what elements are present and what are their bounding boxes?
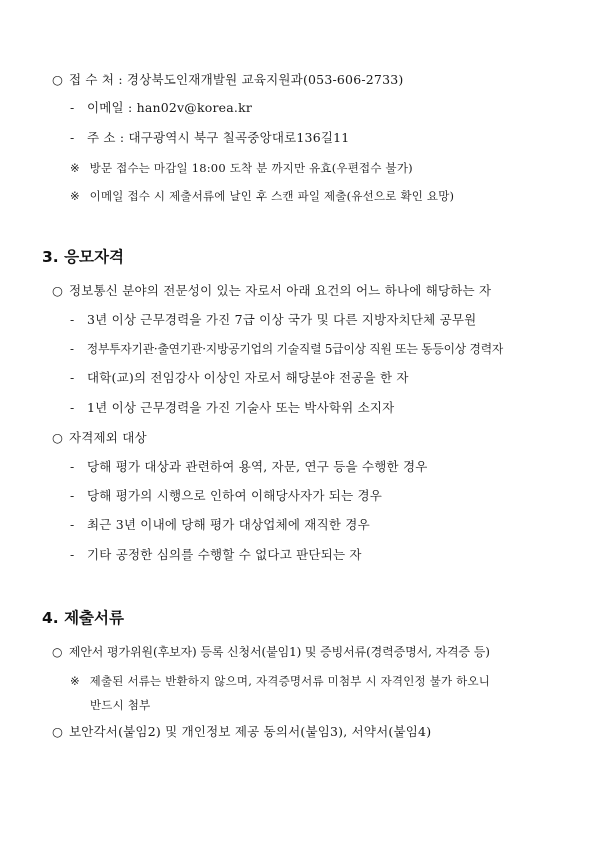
circle-bullet-icon: ○ — [52, 645, 63, 659]
dash-bullet: - — [70, 370, 75, 385]
section4-heading: 4. 제출서류 — [42, 609, 124, 627]
document-note — [70, 673, 490, 689]
qualification-item — [70, 312, 476, 328]
document-note-text-2: 반드시 첨부 — [90, 698, 151, 712]
qualification-item-text: 1년 이상 근무경력을 가진 기술사 또는 박사학위 소지자 — [86, 400, 395, 415]
note-visit-text: 방문 접수는 마감일 18:00 도착 분 까지만 유효(우편접수 불가) — [89, 161, 413, 175]
address-line — [70, 130, 349, 146]
qualification-item-text: 3년 이상 근무경력을 가진 7급 이상 국가 및 다른 지방자치단체 공무원 — [86, 312, 477, 327]
qualification-item — [70, 341, 503, 357]
exclusion-item-text: 기타 공정한 심의를 수행할 수 없다고 판단되는 자 — [86, 547, 362, 562]
circle-bullet-icon: ○ — [52, 724, 63, 739]
note-email — [70, 188, 454, 204]
qualification-item — [70, 400, 394, 416]
circle-bullet-icon: ○ — [52, 283, 63, 298]
reference-mark-icon: ※ — [70, 674, 80, 688]
email-text: 이메일 : han02v@korea.kr — [86, 100, 253, 115]
document-line — [52, 724, 431, 740]
exclusion-text: 자격제외 대상 — [68, 430, 147, 445]
reference-mark-icon: ※ — [70, 161, 80, 175]
document-line — [52, 644, 490, 660]
exclusion-item — [70, 547, 362, 563]
note-visit — [70, 160, 413, 176]
office-line — [52, 72, 403, 88]
exclusion-item — [70, 488, 382, 504]
exclusion-item-text: 당해 평가 대상과 관련하여 용역, 자문, 연구 등을 수행한 경우 — [86, 459, 428, 474]
document-note-continued — [90, 697, 150, 713]
exclusion-item-text: 당해 평가의 시행으로 인하여 이해당사자가 되는 경우 — [86, 488, 383, 503]
dash-bullet: - — [70, 547, 75, 562]
document-text: 보안각서(붙임2) 및 개인정보 제공 동의서(붙임3), 서약서(붙임4) — [68, 724, 432, 739]
qualification-line — [52, 283, 491, 299]
circle-bullet-icon: ○ — [52, 72, 63, 87]
note-email-text: 이메일 접수 시 제출서류에 날인 후 스캔 파일 제출(유선으로 확인 요망) — [89, 189, 455, 203]
dash-bullet: - — [70, 400, 75, 415]
exclusion-item-text: 최근 3년 이내에 당해 평가 대상업체에 재직한 경우 — [86, 517, 370, 532]
exclusion-item — [70, 459, 428, 475]
qualification-item-text: 정부투자기관·출연기관·지방공기업의 기술직렬 5급이상 직원 또는 동등이상 경력자 — [86, 342, 504, 356]
document-text: 제안서 평가위원(후보자) 등록 신청서(붙임1) 및 증빙서류(경력증명서, 자격증 등) — [68, 645, 490, 659]
qualification-text: 정보통신 분야의 전문성이 있는 자로서 아래 요건의 어느 하나에 해당하는 자 — [68, 283, 492, 298]
qualification-item — [70, 370, 409, 386]
dash-bullet: - — [70, 100, 75, 115]
dash-bullet: - — [70, 130, 75, 145]
dash-bullet: - — [70, 342, 74, 356]
document-note-text: 제출된 서류는 반환하지 않으며, 자격증명서류 미첨부 시 자격인정 불가 하오니 — [89, 674, 491, 688]
dash-bullet: - — [70, 517, 75, 532]
dash-bullet: - — [70, 488, 75, 503]
qualification-item-text: 대학(교)의 전임강사 이상인 자로서 해당분야 전공을 한 자 — [86, 370, 409, 385]
dash-bullet: - — [70, 312, 75, 327]
address-text: 주 소 : 대구광역시 북구 칠곡중앙대로136길11 — [86, 130, 350, 145]
reference-mark-icon: ※ — [70, 189, 80, 203]
circle-bullet-icon: ○ — [52, 430, 63, 445]
dash-bullet: - — [70, 459, 75, 474]
exclusion-item — [70, 517, 370, 533]
exclusion-line — [52, 430, 147, 446]
section3-heading: 3. 응모자격 — [42, 248, 124, 266]
email-line — [70, 100, 252, 116]
office-text: 접 수 처 : 경상북도인재개발원 교육지원과(053-606-2733) — [68, 72, 404, 87]
